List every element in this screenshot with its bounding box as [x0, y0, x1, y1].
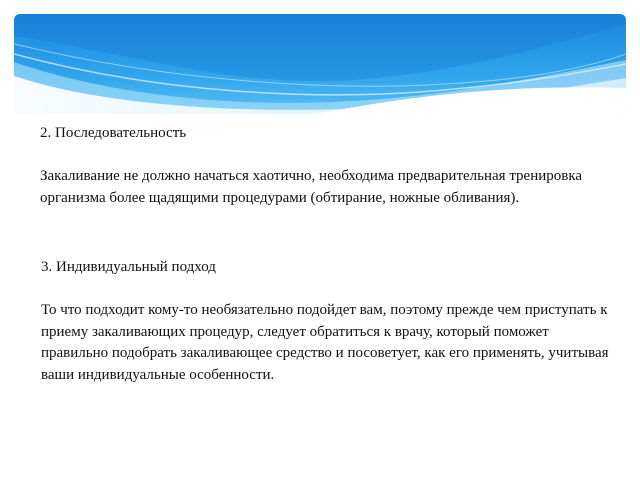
header-banner: [14, 14, 626, 114]
section-individual-approach: [41, 257, 611, 386]
section-heading: 2. Последовательность: [40, 125, 187, 141]
section-body: Закаливание не должно начаться хаотично, необходима предварительная тренировка организма более щадящими процедурами (обтирание, ножные обливания).: [40, 168, 583, 206]
section-heading: 3. Индивидуальный подход: [41, 259, 216, 275]
section-sequence: [40, 123, 600, 209]
wave-decoration: [14, 14, 626, 114]
section-body: То что подходит кому-то необязательно подойдет вам, поэтому прежде чем приступать к приему закаливающих процедур, следует обратиться к врачу, который поможет правильно подобрать закаливающее средство и посоветует, как его применять, учитывая ваши индивидуальные особенности.: [41, 302, 609, 383]
